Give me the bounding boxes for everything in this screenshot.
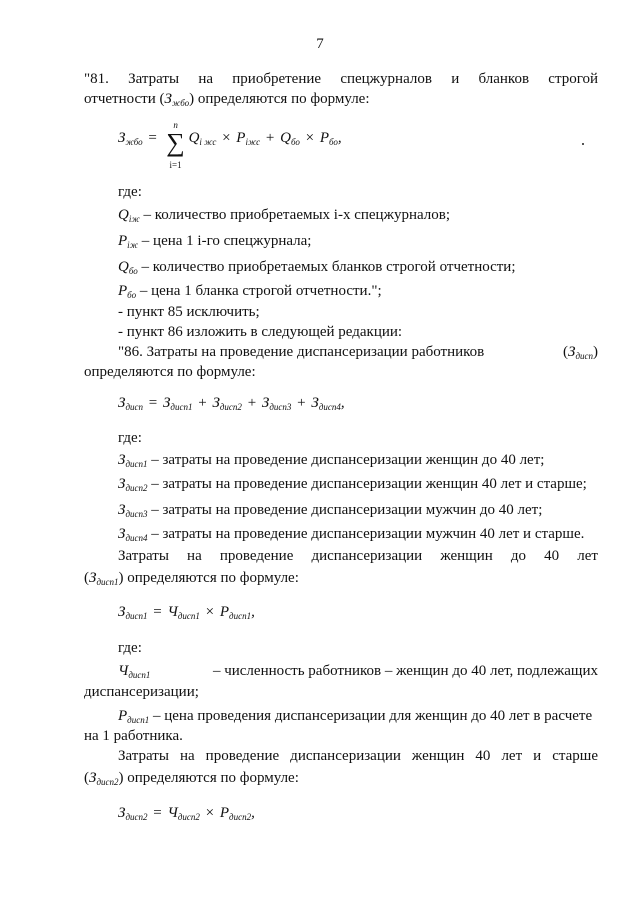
def-ch-line2: диспансеризации;: [84, 684, 199, 700]
formula-86: $З_{дисп} = З_{дисп1} + З_{дисп2} + З_{дисп3} + З_{дисп4}$,: [118, 395, 345, 412]
def-p-line1: $P_{дисп1}$ – цена проведения диспансеризации для женщин до 40 лет в расчете: [118, 708, 593, 725]
formula-w40: $З_{дисп1} = Ч_{дисп1} \times P_{дисп1}$,: [118, 604, 255, 621]
item-85: - пункт 85 исключить;: [118, 304, 260, 320]
p81-line2: отчетности $(З_{жбо})$ определяются по формуле:: [84, 91, 370, 108]
p81-line1: "81. Затраты на приобретение спецжурналов и бланков строгой: [84, 71, 598, 87]
item-86: - пункт 86 изложить в следующей редакции:: [118, 324, 403, 340]
where-label-3: где:: [118, 640, 142, 656]
sum-sign: n ∑ i=1: [166, 120, 185, 170]
stray-dot: [582, 143, 584, 145]
def-ch-line1: $Ч_{дисп1}$ – численность работников – женщин до 40 лет, подлежащих: [118, 663, 598, 680]
formula-w40plus: $З_{дисп2} = Ч_{дисп2} \times P_{дисп2}$,: [118, 805, 255, 822]
where-label-1: где:: [118, 184, 142, 200]
def81-row: $P_{iж}$ – цена 1 i-го спецжурнала;: [118, 233, 312, 250]
def86-row: $З_{дисп2}$ – затраты на проведение диспансеризации женщин 40 лет и старше;: [118, 476, 587, 493]
pw40-line2: $(З_{дисп1})$ определяются по формуле:: [84, 570, 299, 587]
def86-row: $З_{дисп4}$ – затраты на проведение диспансеризации мужчин 40 лет и старше.: [118, 526, 585, 543]
def86-row: $З_{дисп3}$ – затраты на проведение диспансеризации мужчин до 40 лет;: [118, 502, 543, 519]
def86-row: $З_{дисп1}$ – затраты на проведение диспансеризации женщин до 40 лет;: [118, 452, 545, 469]
p86-line1: "86. Затраты на проведение диспансеризации работников $(З_{дисп})$: [118, 344, 598, 361]
def81-row: $P_{бо}$ – цена 1 бланка строгой отчетности.";: [118, 283, 382, 300]
page-number: 7: [316, 36, 324, 52]
pw40-line1: Затраты на проведение диспансеризации женщин до 40 лет: [118, 548, 598, 564]
p86-line2: определяются по формуле:: [84, 364, 256, 380]
def-p-line2: на 1 работника.: [84, 728, 183, 744]
def81-row: $Q_{iж}$ – количество приобретаемых i-х спецжурналов;: [118, 207, 450, 224]
pw40p-line1: Затраты на проведение диспансеризации женщин 40 лет и старше: [118, 748, 598, 764]
pw40p-line2: $(З_{дисп2})$ определяются по формуле:: [84, 770, 299, 787]
def81-row: $Q_{бо}$ – количество приобретаемых бланков строгой отчетности;: [118, 259, 516, 276]
formula-81: $З_{жбо}$ = n ∑ i=1 $Q_{i жс} \times P_{iжс} + Q_{бо} \times P_{бо}$,: [118, 120, 342, 170]
where-label-2: где:: [118, 430, 142, 446]
